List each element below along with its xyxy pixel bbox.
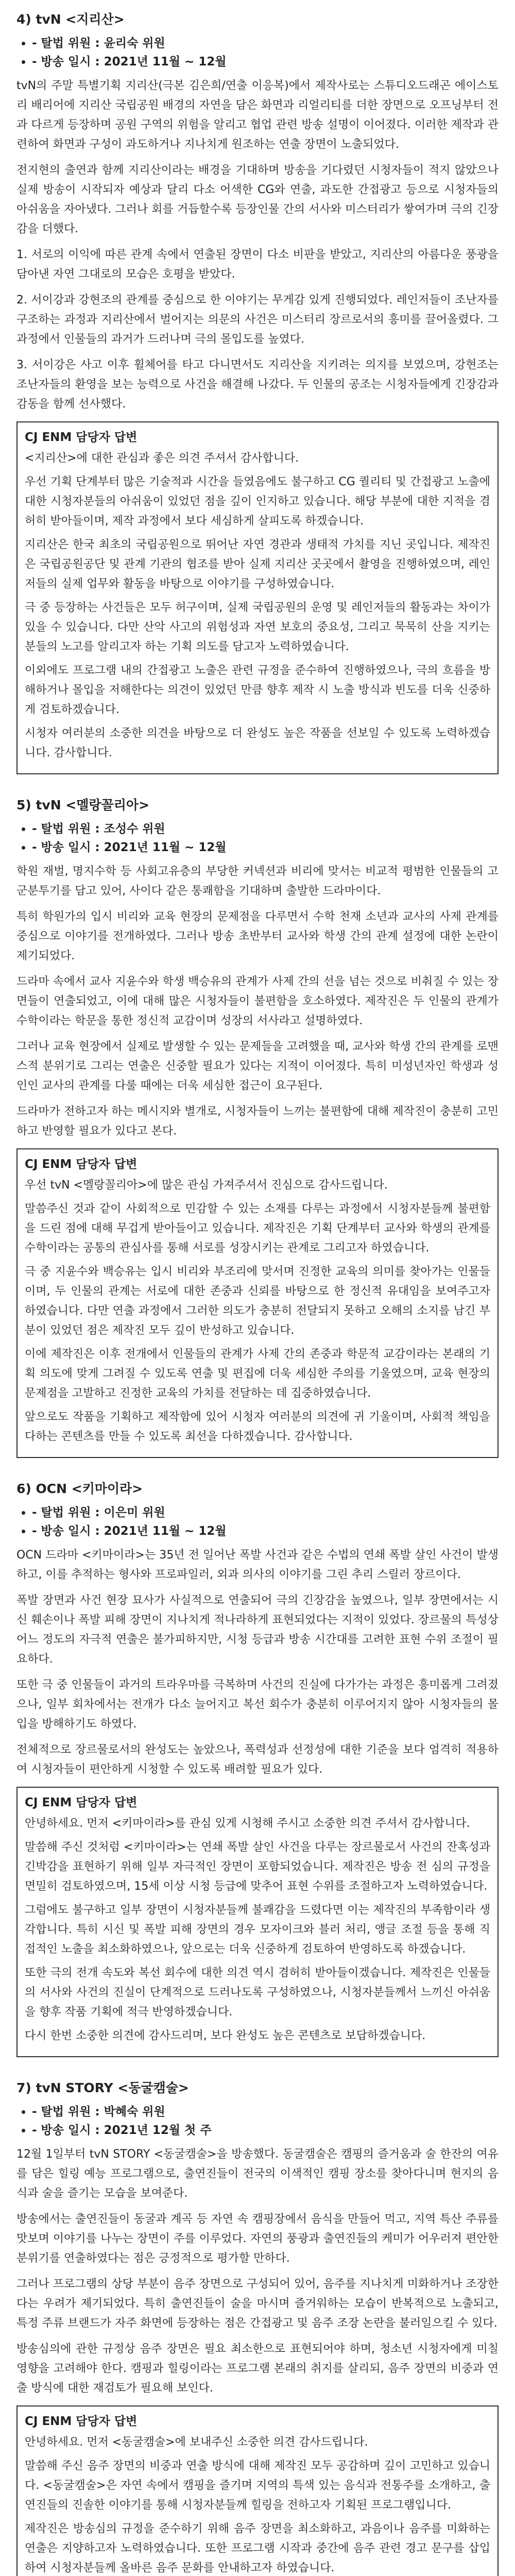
review-paragraph: 드라마 속에서 교사 지윤수와 학생 백승유의 관계가 사제 간의 선을 넘는 것으로 비춰질 수 있는 장면들이 연출되었고, 이에 대해 많은 시청자들이 불편함을 호소하였다. 제작진은 두 인물의 관계가 수학이라는 학문을 통한 정신적 교감이며 성장의 서사라고 설명하였다. — [16, 975, 499, 1027]
answer-paragraph: 시청자 여러분의 소중한 의견을 바탕으로 더 완성도 높은 작품을 선보일 수 있도록 노력하겠습니다. 감사합니다. — [25, 727, 490, 759]
answer-paragraph: <지리산>에 대한 관심과 좋은 의견 주셔서 감사합니다. — [25, 452, 299, 465]
answer-paragraph: 안녕하세요. 먼저 <키마이라>를 관심 있게 시청해 주시고 소중한 의견 주셔서 감사합니다. — [25, 1817, 470, 1830]
review-paragraph: 1. 서로의 이익에 따른 관계 속에서 연출된 장면이 다소 비판을 받았고, 지리산의 아름다운 풍광을 담아낸 자연 그대로의 모습은 호평을 받았다. — [16, 248, 499, 281]
cj-enm-answer-box — [16, 421, 499, 774]
answer-paragraph: 이에 제작진은 이후 전개에서 인물들의 관계가 사제 간의 존중과 학문적 교감이라는 본래의 기획 의도에 맞게 그려질 수 있도록 연출 및 편집에 더욱 세심한 주의를 기울였으며, 교육 현장의 문제점을 고발하고 진정한 교육의 가치를 전달하는 데 집중하였습니다. — [25, 1348, 490, 1400]
meta-reviewer: • - 탈법 위원 : 박혜숙 위원 — [32, 2103, 499, 2121]
review-paragraph: 전체적으로 장르물로서의 완성도는 높았으나, 폭력성과 선정성에 대한 기준을 보다 엄격히 적용하여 시청자들이 편안하게 시청할 수 있도록 배려할 필요가 있다. — [16, 1743, 499, 1776]
answer-paragraph: 지리산은 한국 최초의 국립공원으로 뛰어난 자연 경관과 생태적 가치를 지닌 곳입니다. 제작진은 국립공원공단 및 관계 기관의 협조를 받아 실제 지리산 곳곳에서 촬영을 진행하였으며, 레인저들의 실제 업무와 활동을 바탕으로 이야기를 구성하였습니다. — [25, 538, 490, 590]
review-paragraph: OCN 드라마 <키마이라>는 35년 전 일어난 폭발 사건과 같은 수법의 연쇄 폭발 살인 사건이 발생하고, 이를 추적하는 형사와 프로파일러, 외과 의사의 이야기를 그린 추리 스릴러 장르이다. — [16, 1549, 499, 1581]
review-paragraph: tvN의 주말 특별기획 지리산(극본 김은희/연출 이응복)에서 제작사로는 스튜디오드래곤 에이스토리 배리어에 지리산 국립공원 배경의 자연을 담은 화면과 리얼리티를 더한 장면으로 오프닝부터 전과 다르게 등장하며 공원 구역의 위험을 알리고 협업 관련 방송 설명이 이어졌다. 이러한 제작과 관련하여 화면과 구성이 과도하거나 지나치게 원조하는 연출 장면이 노출되었다. — [16, 79, 499, 151]
answer-paragraph: 다시 한번 소중한 의견에 감사드리며, 보다 완성도 높은 콘텐츠로 보답하겠습니다. — [25, 2029, 426, 2042]
meta-broadcast-date: • - 방송 일시 : 2021년 11월 ~ 12월 — [32, 53, 499, 71]
answer-paragraph: 말씀주신 것과 같이 사회적으로 민감할 수 있는 소재를 다루는 과정에서 시청자분들께 불편함을 드린 점에 대해 무겁게 받아들이고 있습니다. 제작진은 기획 단계부터 교사와 학생의 관계를 수학이라는 공통의 관심사를 통해 서로를 성장시키는 관계로 그리고자 하였습니다. — [25, 1202, 490, 1255]
review-paragraph: 2. 서이강과 강현조의 관계를 중심으로 한 이야기는 무게감 있게 진행되었다. 레인저들이 조난자를 구조하는 과정과 지리산에서 벌어지는 의문의 사건은 미스터리 장르로서의 흥미를 끌어올렸다. 그 과정에서 인물들의 과거가 드러나며 극의 몰입도를 높였다. — [16, 294, 499, 346]
cj-enm-answer-box — [16, 1148, 499, 1458]
review-section-melancholia — [16, 795, 499, 1458]
answer-paragraph: 안녕하세요. 먼저 <동굴캠술>에 보내주신 소중한 의견 감사드립니다. — [25, 2436, 368, 2449]
meta-reviewer: • - 탈법 위원 : 조성수 위원 — [32, 820, 499, 838]
answer-title: CJ ENM 담당자 답변 — [25, 1796, 138, 1809]
answer-paragraph: 이외에도 프로그램 내의 간접광고 노출은 관련 규정을 준수하여 진행하였으나, 극의 흐름을 방해하거나 몰입을 저해한다는 의견이 있었던 만큼 향후 제작 시 노출 방식과 빈도를 더욱 신중하게 검토하겠습니다. — [25, 664, 490, 716]
answer-title: CJ ENM 담당자 답변 — [25, 2415, 138, 2428]
review-paragraph: 학원 재벌, 명지수학 등 사회고유층의 부당한 커넥션과 비리에 맞서는 비교적 평범한 인물들의 고군분투기를 담고 있어, 사이다 같은 통쾌함을 기대하며 출발한 드라마이다. — [16, 865, 499, 897]
review-paragraph: 특히 학원가의 입시 비리와 교육 현장의 문제점을 다루면서 수학 천재 소년과 교사의 사제 관계를 중심으로 이야기를 전개하였다. 그러나 방송 초반부터 교사와 학생 간의 관계 설정에 대한 논란이 제기되었다. — [16, 910, 499, 962]
review-section-cave-camping — [16, 2078, 499, 2576]
meta-broadcast-date: • - 방송 일시 : 2021년 11월 ~ 12월 — [32, 1522, 499, 1540]
answer-paragraph: 또한 극의 전개 속도와 복선 회수에 대한 의견 역시 겸허히 받아들이겠습니다. 제작진은 인물들의 서사와 사건의 진실이 단계적으로 드러나도록 구성하였으나, 시청자분들께서 느끼신 아쉬움을 향후 작품 기획에 적극 반영하겠습니다. — [25, 1967, 490, 2019]
section-meta-list — [16, 2103, 499, 2140]
meta-broadcast-date: • - 방송 일시 : 2021년 12월 첫 주 — [32, 2121, 499, 2140]
review-paragraph: 3. 서이강은 사고 이후 휠체어를 타고 다니면서도 지리산을 지키려는 의지를 보였으며, 강현조는 조난자들의 환영을 보는 능력으로 사건을 해결해 나갔다. 두 인물의 공조는 시청자들에게 긴장감과 감동을 함께 선사했다. — [16, 359, 499, 411]
section-title: 7) tvN STORY <동굴캠술> — [16, 2080, 189, 2095]
answer-paragraph: 극 중 등장하는 사건들은 모두 허구이며, 실제 국립공원의 운영 및 레인저들의 활동과는 차이가 있을 수 있습니다. 다만 산악 사고의 위험성과 자연 보호의 중요성, 그리고 묵묵히 산을 지키는 분들의 노고를 알리고자 하는 기획 의도를 담고자 노력하였습니다. — [25, 601, 490, 653]
review-paragraph: 전지현의 출연과 함께 지리산이라는 배경을 기대하며 방송을 기다렸던 시청자들이 적지 않았으나 실제 방송이 시작되자 예상과 달리 다소 어색한 CG와 연출, 과도한 간접광고 등으로 시청자들의 아쉬움을 자아냈다. 그러나 회를 거듭할수록 등장인물 간의 서사와 미스터리가 쌓여가며 극의 긴장감을 더했다. — [16, 164, 499, 235]
section-title: 4) tvN <지리산> — [16, 12, 125, 27]
section-title: 6) OCN <키마이라> — [16, 1481, 143, 1496]
review-paragraph: 그러나 프로그램의 상당 부분이 음주 장면으로 구성되어 있어, 음주를 지나치게 미화하거나 조장한다는 우려가 제기되었다. 특히 출연진들이 술을 마시며 즐거워하는 모습이 반복적으로 노출되고, 특정 주류 브랜드가 자주 화면에 등장하는 점은 간접광고 및 음주 조장 논란을 불러일으킬 수 있다. — [16, 2278, 499, 2330]
review-paragraph: 12월 1일부터 tvN STORY <동굴캠술>을 방송했다. 동굴캠술은 캠핑의 즐거움과 술 한잔의 여유를 담은 힐링 예능 프로그램으로, 출연진들이 전국의 이색적인 캠핑 장소를 찾아다니며 현지의 음식과 술을 즐기는 모습을 보여준다. — [16, 2148, 499, 2200]
review-section-chimera — [16, 1479, 499, 2057]
review-paragraph: 드라마가 전하고자 하는 메시지와 별개로, 시청자들이 느끼는 불편함에 대해 제작진이 충분히 고민하고 반영할 필요가 있다고 본다. — [16, 1105, 499, 1138]
section-meta-list — [16, 820, 499, 857]
cj-enm-answer-box — [16, 2405, 499, 2576]
section-meta-list — [16, 34, 499, 71]
answer-paragraph: 우선 tvN <멜랑꼴리아>에 많은 관심 가져주셔서 진심으로 감사드립니다. — [25, 1179, 388, 1192]
review-paragraph: 방송심의에 관한 규정상 음주 장면은 필요 최소한으로 표현되어야 하며, 청소년 시청자에게 미칠 영향을 고려해야 한다. 캠핑과 힐링이라는 프로그램 본래의 취지를 살리되, 음주 장면의 비중과 연출 방식에 대한 재검토가 필요해 보인다. — [16, 2343, 499, 2395]
answer-title: CJ ENM 담당자 답변 — [25, 431, 138, 444]
answer-paragraph: 우선 기획 단계부터 많은 기술적과 시간을 들였음에도 불구하고 CG 퀄리티 및 간접광고 노출에 대한 시청자분들의 아쉬움이 있었던 점을 깊이 인지하고 있습니다. 해당 부분에 대한 지적을 겸허히 받아들이며, 제작 과정에서 보다 세심하게 살피도록 하겠습니다. — [25, 476, 490, 528]
review-paragraph: 또한 극 중 인물들이 과거의 트라우마를 극복하며 사건의 진실에 다가가는 과정은 흥미롭게 그려졌으나, 일부 회차에서는 전개가 다소 늘어지고 복선 회수가 충분히 이루어지지 않아 시청자들의 몰입을 방해하기도 하였다. — [16, 1679, 499, 1731]
answer-paragraph: 그럼에도 불구하고 일부 장면이 시청자분들께 불쾌감을 드렸다면 이는 제작진의 부족함이라 생각합니다. 특히 시신 및 폭발 피해 장면의 경우 모자이크와 블러 처리, 앵글 조절 등을 통해 직접적인 노출을 최소화하였으나, 앞으로는 더욱 신중하게 검토하여 반영하도록 하겠습니다. — [25, 1904, 490, 1956]
cj-enm-answer-box — [16, 1787, 499, 2057]
meta-reviewer: • - 탈법 위원 : 윤리숙 위원 — [32, 34, 499, 53]
review-paragraph: 그러나 교육 현장에서 실제로 발생할 수 있는 문제들을 고려했을 때, 교사와 학생 간의 관계를 로맨스적 분위기로 그리는 연출은 신중할 필요가 있다는 지적이 이어졌다. 특히 미성년자인 학생과 성인인 교사의 관계를 다룰 때에는 더욱 세심한 접근이 요구된다. — [16, 1040, 499, 1092]
section-meta-list — [16, 1503, 499, 1540]
meta-broadcast-date: • - 방송 일시 : 2021년 11월 ~ 12월 — [32, 838, 499, 857]
review-section-jirisan — [16, 9, 499, 774]
section-title: 5) tvN <멜랑꼴리아> — [16, 798, 150, 812]
review-paragraph: 방송에서는 출연진들이 동굴과 계곡 등 자연 속 캠핑장에서 음식을 만들어 먹고, 지역 특산 주류를 맛보며 이야기를 나누는 장면이 주를 이루었다. 자연의 풍광과 출연진들의 케미가 어우러져 편안한 분위기를 연출하였다는 점은 긍정적으로 평가할 만하다. — [16, 2213, 499, 2265]
answer-title: CJ ENM 담당자 답변 — [25, 1158, 138, 1171]
review-paragraph: 폭발 장면과 사건 현장 묘사가 사실적으로 연출되어 극의 긴장감을 높였으나, 일부 장면에서는 시신 훼손이나 폭발 피해 장면이 지나치게 적나라하게 표현되었다는 지적이 있었다. 장르물의 특성상 어느 정도의 자극적 연출은 불가피하지만, 시청 등급과 방송 시간대를 고려한 표현 수위 조절이 필요하다. — [16, 1594, 499, 1666]
answer-paragraph: 극 중 지윤수와 백승유는 입시 비리와 부조리에 맞서며 진정한 교육의 의미를 찾아가는 인물들이며, 두 인물의 관계는 서로에 대한 존중과 신뢰를 바탕으로 한 정신적 유대임을 보여주고자 하였습니다. 다만 연출 과정에서 그러한 의도가 충분히 전달되지 못하고 오해의 소지를 남긴 부분이 있었던 점은 제작진 모두 깊이 반성하고 있습니다. — [25, 1265, 490, 1337]
answer-paragraph: 앞으로도 작품을 기획하고 제작함에 있어 시청자 여러분의 의견에 귀 기울이며, 사회적 책임을 다하는 콘텐츠를 만들 수 있도록 최선을 다하겠습니다. 감사합니다. — [25, 1411, 490, 1443]
answer-paragraph: 제작진은 방송심의 규정을 준수하기 위해 음주 장면을 최소화하고, 과음이나 음주를 미화하는 연출은 지양하고자 노력하였습니다. 또한 프로그램 시작과 중간에 음주 관련 경고 문구를 삽입하여 시청자분들께 올바른 음주 문화를 안내하고자 하였습니다. — [25, 2522, 490, 2574]
answer-paragraph: 말씀해 주신 것처럼 <키마이라>는 연쇄 폭발 살인 사건을 다루는 장르물로서 사건의 잔혹성과 긴박감을 표현하기 위해 일부 자극적인 장면이 포함되었습니다. 제작진은 방송 전 심의 규정을 면밀히 검토하였으며, 15세 이상 시청 등급에 맞추어 표현 수위를 조절하고자 노력하였습니다. — [25, 1841, 490, 1893]
answer-paragraph: 말씀해 주신 음주 장면의 비중과 연출 방식에 대해 제작진 모두 공감하며 깊이 고민하고 있습니다. <동굴캠술>은 자연 속에서 캠핑을 즐기며 지역의 특색 있는 음식과 전통주를 소개하고, 출연진들의 진솔한 이야기를 통해 시청자분들께 힐링을 전하고자 기획된 프로그램입니다. — [25, 2460, 490, 2512]
meta-reviewer: • - 탈법 위원 : 이은미 위원 — [32, 1503, 499, 1522]
